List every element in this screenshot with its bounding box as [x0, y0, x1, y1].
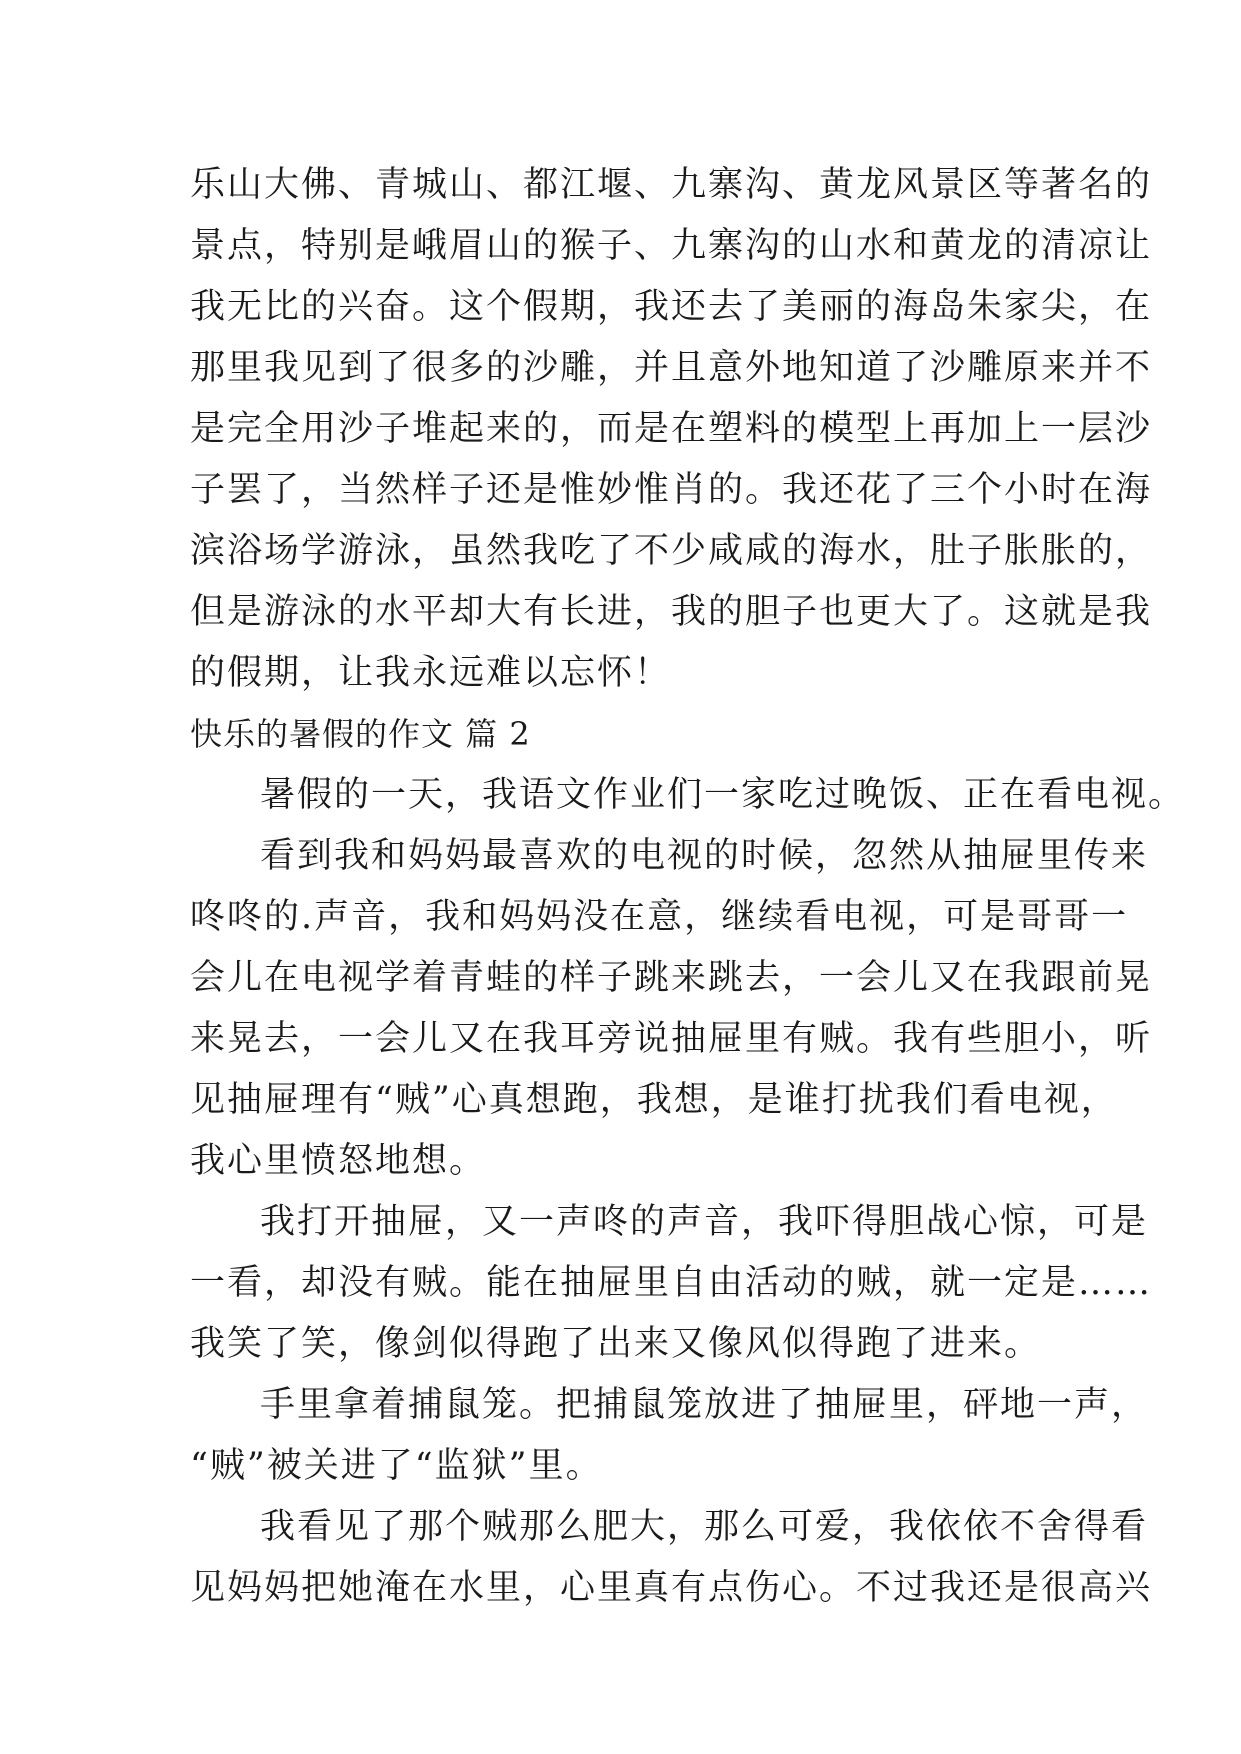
- text-line: 来晃去，一会儿又在我耳旁说抽屉里有贼。我有些胆小，听: [190, 1019, 1153, 1059]
- paragraph-start-line: 我打开抽屉，又一声咚的声音，我吓得胆战心惊，可是: [260, 1202, 1149, 1242]
- text-line: 会儿在电视学着青蛙的样子跳来跳去，一会儿又在我跟前晃: [190, 958, 1153, 998]
- text-line: 见妈妈把她淹在水里，心里真有点伤心。不过我还是很高兴: [190, 1568, 1153, 1608]
- text-line: 的假期，让我永远难以忘怀！: [190, 653, 672, 693]
- paragraph-start-line: 看到我和妈妈最喜欢的电视的时候，忽然从抽屉里传来: [260, 836, 1149, 876]
- text-line: 咚咚的.声音，我和妈妈没在意，继续看电视，可是哥哥一: [190, 897, 1129, 937]
- text-line: 那里我见到了很多的沙雕，并且意外地知道了沙雕原来并不: [190, 348, 1153, 388]
- text-line: 但是游泳的水平却大有长进，我的胆子也更大了。这就是我: [190, 592, 1153, 632]
- text-line: 滨浴场学游泳，虽然我吃了不少咸咸的海水，肚子胀胀的，: [190, 531, 1153, 571]
- text-line: 乐山大佛、青城山、都江堰、九寨沟、黄龙风景区等著名的: [190, 165, 1153, 205]
- text-line: 见抽屉理有“贼”心真想跑，我想，是谁打扰我们看电视，: [190, 1080, 1118, 1120]
- text-line: 我无比的兴奋。这个假期，我还去了美丽的海岛朱家尖，在: [190, 287, 1153, 327]
- paragraph-start-line: 手里拿着捕鼠笼。把捕鼠笼放进了抽屉里，砰地一声，: [260, 1385, 1149, 1425]
- text-line: 我心里愤怒地想。: [190, 1141, 487, 1181]
- paragraph-start-line: 我看见了那个贼那么肥大，那么可爱，我依依不舍得看: [260, 1507, 1149, 1547]
- paragraph-start-line: 暑假的一天，我语文作业们一家吃过晚饭、正在看电视。: [260, 775, 1186, 815]
- text-line: 一看，却没有贼。能在抽屉里自由活动的贼，就一定是……: [190, 1263, 1153, 1303]
- section-heading: 快乐的暑假的作文 篇 2: [190, 715, 531, 753]
- text-line: 我笑了笑，像剑似得跑了出来又像风似得跑了进来。: [190, 1324, 1042, 1364]
- text-line: 是完全用沙子堆起来的，而是在塑料的模型上再加上一层沙: [190, 409, 1153, 449]
- text-line: 子罢了，当然样子还是惟妙惟肖的。我还花了三个小时在海: [190, 470, 1153, 510]
- document-page: [190, 155, 1186, 1619]
- text-line: 景点，特别是峨眉山的猴子、九寨沟的山水和黄龙的清凉让: [190, 226, 1153, 266]
- text-line: “贼”被关进了“监狱”里。: [190, 1446, 603, 1486]
